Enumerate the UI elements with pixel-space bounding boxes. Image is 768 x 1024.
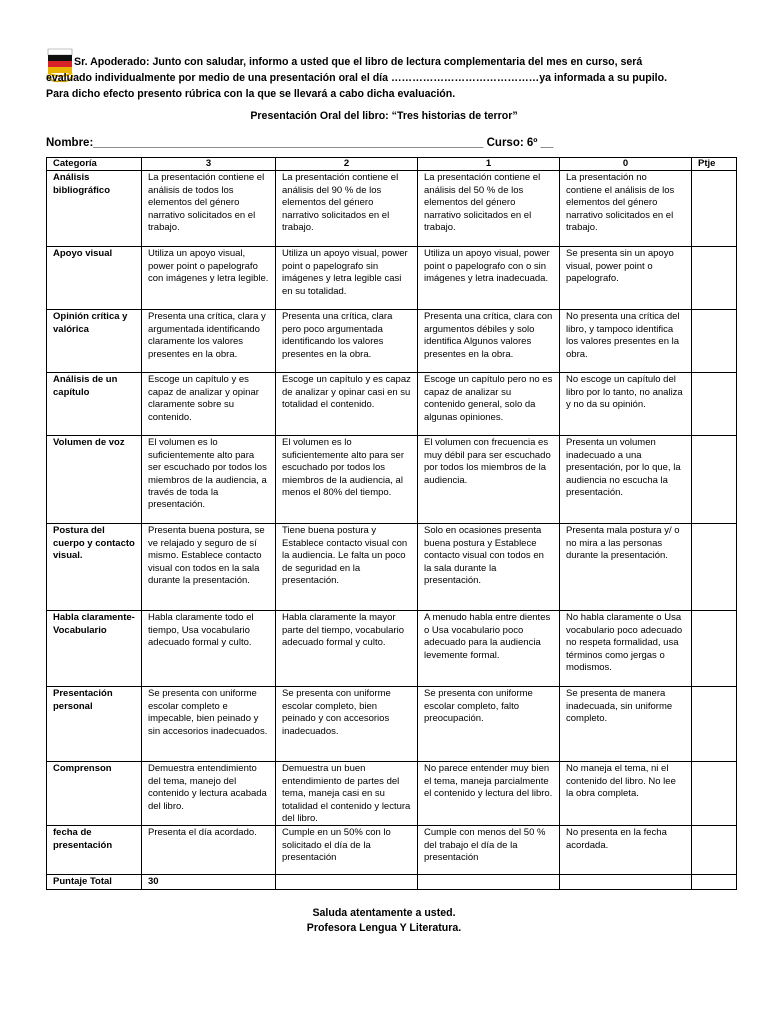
cell-score-0: La presentación no contiene el análisis de los elementos del género narrativo solicitados en el trabajo. — [560, 171, 692, 247]
cell-ptje[interactable] — [692, 171, 737, 247]
cell-ptje[interactable] — [692, 762, 737, 826]
cell-score-1: A menudo habla entre dientes o Usa vocabulario poco adecuado para la audiencia levemente formal. — [418, 611, 560, 687]
header-score-1: 1 — [418, 158, 560, 171]
row-category: Postura del cuerpo y contacto visual. — [47, 524, 142, 611]
cell-score-3: Presenta buena postura, se ve relajado y seguro de sí mismo. Establece contacto visual con todos en la sala durante la presentación. — [142, 524, 276, 611]
cell-score-1: Solo en ocasiones presenta buena postura y Establece contacto visual con todos en la sala durante la presentación. — [418, 524, 560, 611]
cell-score-3: El volumen es lo suficientemente alto para ser escuchado por todos los miembros de la audiencia, a través de toda la presentación. — [142, 436, 276, 524]
cell-score-2: Utiliza un apoyo visual, power point o papelografo sin imágenes y letra legible casi en su totalidad. — [276, 247, 418, 310]
cell-score-2: Presenta una crítica, clara pero poco argumentada identificando los valores presentes en la obra. — [276, 310, 418, 373]
total-empty-cell — [418, 875, 560, 890]
cell-ptje[interactable] — [692, 826, 737, 875]
cell-ptje[interactable] — [692, 524, 737, 611]
cell-score-3: Escoge un capítulo y es capaz de analizar y opinar claramente sobre su contenido. — [142, 373, 276, 436]
cell-score-3: La presentación contiene el análisis de todos los elementos del género narrativo solicitados en el trabajo. — [142, 171, 276, 247]
cell-score-0: No presenta una crítica del libro, y tampoco identifica los valores presentes en la obra. — [560, 310, 692, 373]
cell-score-2: Habla claramente la mayor parte del tiempo, vocabulario adecuado formal y culto. — [276, 611, 418, 687]
cell-score-1: El volumen con frecuencia es muy débil para ser escuchado por todos los miembros de la audiencia. — [418, 436, 560, 524]
cell-score-3: Se presenta con uniforme escolar completo e impecable, bien peinado y sin accesorios inadecuados. — [142, 687, 276, 762]
row-category: Opinión crítica y valórica — [47, 310, 142, 373]
total-empty-cell — [560, 875, 692, 890]
row-category: Análisis de un capítulo — [47, 373, 142, 436]
cell-score-0: No presenta en la fecha acordada. — [560, 826, 692, 875]
cell-score-2: Cumple en un 50% con lo solicitado el día de la presentación — [276, 826, 418, 875]
cell-ptje[interactable] — [692, 687, 737, 762]
cell-ptje[interactable] — [692, 611, 737, 687]
header-score-3: 3 — [142, 158, 276, 171]
cell-score-0: No habla claramente o Usa vocabulario poco adecuado no respeta formalidad, usa términos como jergas o modismos. — [560, 611, 692, 687]
cell-score-0: No escoge un capítulo del libro por lo tanto, no analiza y no da su opinión. — [560, 373, 692, 436]
cell-score-1: Presenta una crítica, clara con argumentos débiles y solo identifica Algunos valores presentes en la obra. — [418, 310, 560, 373]
cell-score-2: Escoge un capítulo y es capaz de analizar y opinar casi en su totalidad el contenido. — [276, 373, 418, 436]
cell-score-1: Utiliza un apoyo visual, power point o papelografo con o sin imágenes y letra inadecuada. — [418, 247, 560, 310]
table-row — [47, 687, 737, 762]
table-row — [47, 762, 737, 826]
cell-score-3: Presenta el día acordado. — [142, 826, 276, 875]
row-category: Presentación personal — [47, 687, 142, 762]
row-category: fecha de presentación — [47, 826, 142, 875]
cell-ptje[interactable] — [692, 310, 737, 373]
cell-score-3: Demuestra entendimiento del tema, manejo del contenido y lectura acabada del libro. — [142, 762, 276, 826]
total-ptje-cell[interactable] — [692, 875, 737, 890]
cell-score-2: Tiene buena postura y Establece contacto visual con la audiencia. Le falta un poco de seguridad en la presentación. — [276, 524, 418, 611]
cell-score-0: Se presenta de manera inadecuada, sin uniforme completo. — [560, 687, 692, 762]
row-category: Comprenson — [47, 762, 142, 826]
header-score-2: 2 — [276, 158, 418, 171]
cell-score-0: Presenta un volumen inadecuado a una presentación, por lo que, la audiencia no escucha la presentación. — [560, 436, 692, 524]
name-course-line: Nombre:_____________________________________________________________ Curso: 6º __ — [46, 137, 554, 149]
table-row — [47, 373, 737, 436]
intro-line-3: Para dicho efecto presento rúbrica con la que se llevará a cabo dicha evaluación. — [46, 88, 456, 100]
cell-score-3: Utiliza un apoyo visual, power point o papelografo con imágenes y letra legible. — [142, 247, 276, 310]
cell-score-2: La presentación contiene el análisis del 90 % de los elementos del género narrativo solicitados en el trabajo. — [276, 171, 418, 247]
total-label: Puntaje Total — [47, 875, 142, 890]
cell-ptje[interactable] — [692, 373, 737, 436]
row-category: Habla claramente- Vocabulario — [47, 611, 142, 687]
document-title: Presentación Oral del libro: “Tres historias de terror” — [250, 110, 518, 122]
table-row — [47, 826, 737, 875]
table-row — [47, 611, 737, 687]
intro-line-1: Sr. Apoderado: Junto con saludar, informo a usted que el libro de lectura complementaria del mes en curso, será — [74, 56, 643, 68]
cell-score-1: La presentación contiene el análisis del 50 % de los elementos del género narrativo solicitados en el trabajo. — [418, 171, 560, 247]
cell-score-0: No maneja el tema, ni el contenido del libro. No lee la obra completa. — [560, 762, 692, 826]
cell-score-1: Cumple con menos del 50 % del trabajo el día de la presentación — [418, 826, 560, 875]
cell-score-0: Presenta mala postura y/ o no mira a las personas durante la presentación. — [560, 524, 692, 611]
cell-score-2: Se presenta con uniforme escolar completo, bien peinado y con accesorios inadecuados. — [276, 687, 418, 762]
table-row — [47, 247, 737, 310]
table-row — [47, 171, 737, 247]
row-category: Volumen de voz — [47, 436, 142, 524]
cell-score-2: El volumen es lo suficientemente alto para ser escuchado por todos los miembros de la audiencia, al menos el 80% del tiempo. — [276, 436, 418, 524]
row-category: Apoyo visual — [47, 247, 142, 310]
cell-score-0: Se presenta sin un apoyo visual, power point o papelografo. — [560, 247, 692, 310]
cell-score-1: Escoge un capítulo pero no es capaz de analizar su contenido general, solo da algunas opiniones. — [418, 373, 560, 436]
cell-score-3: Habla claramente todo el tiempo, Usa vocabulario adecuado formal y culto. — [142, 611, 276, 687]
cell-ptje[interactable] — [692, 436, 737, 524]
table-row — [47, 310, 737, 373]
total-row — [47, 875, 737, 890]
intro-paragraph — [46, 54, 736, 102]
cell-ptje[interactable] — [692, 247, 737, 310]
header-score-0: 0 — [560, 158, 692, 171]
total-value: 30 — [142, 875, 276, 890]
closing-signature: Profesora Lengua Y Literatura. — [306, 922, 462, 934]
header-ptje: Ptje — [692, 158, 737, 171]
table-row — [47, 524, 737, 611]
intro-line-2: evaluado individualmente por medio de una presentación oral el día ……………………………………ya informada a su pupilo. — [46, 72, 668, 84]
cell-score-3: Presenta una crítica, clara y argumentada identificando claramente los valores presentes en la obra. — [142, 310, 276, 373]
total-empty-cell — [276, 875, 418, 890]
table-header-row — [47, 158, 737, 171]
closing-block — [0, 906, 768, 936]
cell-score-2: Demuestra un buen entendimiento de partes del tema, maneja casi en su totalidad el contenido y lectura del libro. — [276, 762, 418, 826]
cell-score-1: Se presenta con uniforme escolar completo, falto preocupación. — [418, 687, 560, 762]
table-row — [47, 436, 737, 524]
closing-greeting: Saluda atentamente a usted. — [312, 907, 456, 919]
header-categoria: Categoría — [47, 158, 142, 171]
rubric-table — [46, 157, 737, 890]
cell-score-1: No parece entender muy bien el tema, maneja parcialmente el contenido y lectura del libro. — [418, 762, 560, 826]
row-category: Análisis bibliográfico — [47, 171, 142, 247]
